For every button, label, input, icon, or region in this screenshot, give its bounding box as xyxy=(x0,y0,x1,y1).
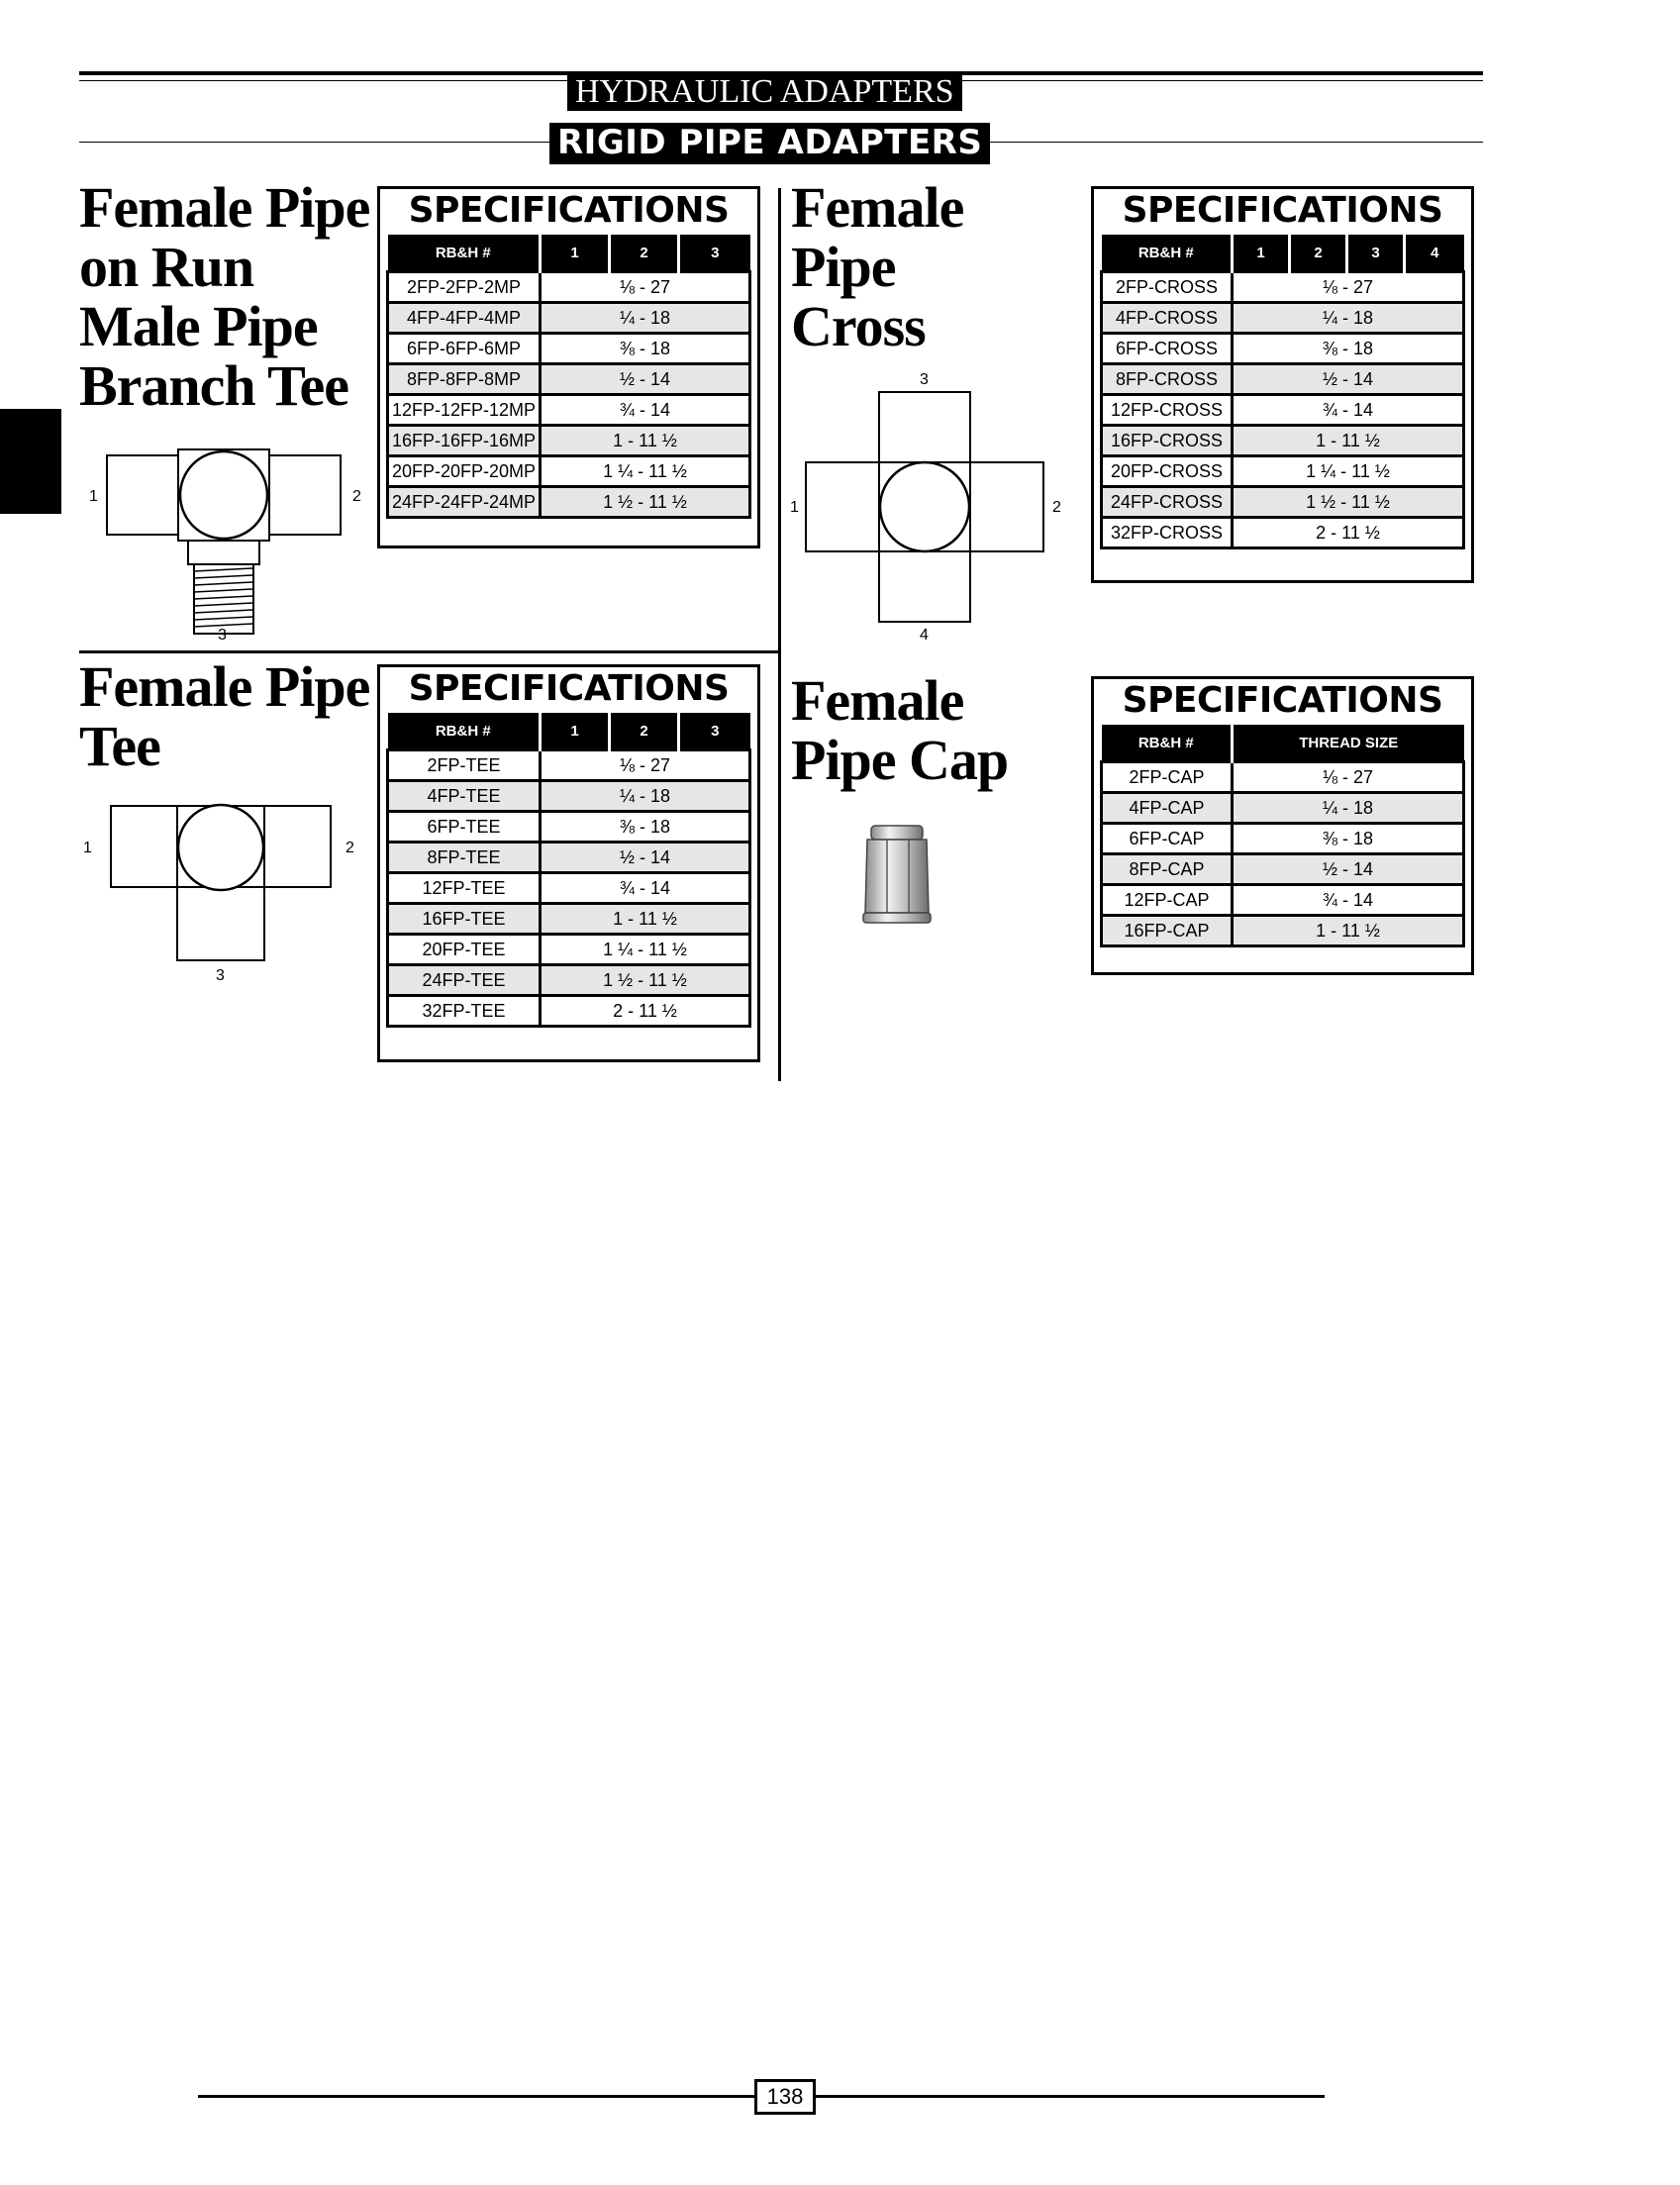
thread-size: ¾ - 14 xyxy=(1233,885,1464,916)
tee-title xyxy=(79,654,370,778)
table-row xyxy=(1102,854,1464,885)
table-row xyxy=(388,965,750,996)
tee-spec-box xyxy=(377,664,760,1062)
spec-heading: SPECIFICATIONS xyxy=(408,668,730,709)
branch-tee-spec-box xyxy=(377,186,760,548)
port-label-3: 3 xyxy=(218,627,227,644)
title-line: Pipe xyxy=(791,235,896,299)
table-row xyxy=(1102,487,1464,518)
part-number: 2FP-CAP xyxy=(1102,762,1233,793)
part-number: 4FP-TEE xyxy=(388,781,541,812)
part-number: 20FP-TEE xyxy=(388,935,541,965)
part-number: 2FP-2FP-2MP xyxy=(388,272,541,303)
branch-tee-diagram xyxy=(79,436,376,653)
table-row xyxy=(388,996,750,1027)
part-number: 12FP-TEE xyxy=(388,873,541,904)
title-line: Female xyxy=(791,668,964,733)
table-row xyxy=(1102,518,1464,548)
table-row xyxy=(388,812,750,843)
branch-tee-spec-table xyxy=(386,235,751,519)
spec-heading: SPECIFICATIONS xyxy=(1122,190,1443,231)
thread-size: ⅜ - 18 xyxy=(1233,824,1464,854)
table-header-row xyxy=(1102,725,1464,762)
part-number: 2FP-CROSS xyxy=(1102,272,1233,303)
col-header-1: 1 xyxy=(541,235,610,272)
part-number: 20FP-20FP-20MP xyxy=(388,456,541,487)
part-number: 6FP-TEE xyxy=(388,812,541,843)
thread-size: 2 - 11 ½ xyxy=(541,996,750,1027)
table-row xyxy=(388,426,750,456)
cross-spec-box xyxy=(1091,186,1474,583)
port-label-1: 1 xyxy=(89,488,98,505)
thread-size: ¾ - 14 xyxy=(541,873,750,904)
part-number: 4FP-4FP-4MP xyxy=(388,303,541,334)
part-number: 20FP-CROSS xyxy=(1102,456,1233,487)
cap-spec-table xyxy=(1100,725,1465,947)
thread-size: 1 ¼ - 11 ½ xyxy=(1233,456,1464,487)
thread-size: 1 ½ - 11 ½ xyxy=(541,487,750,518)
part-number: 16FP-CAP xyxy=(1102,916,1233,946)
table-row xyxy=(1102,334,1464,364)
title-line: Cross xyxy=(791,294,926,358)
title-line: Pipe Cap xyxy=(791,728,1009,792)
thread-size: ½ - 14 xyxy=(541,843,750,873)
col-header-2: 2 xyxy=(1290,235,1347,272)
title-line: Female Pipe xyxy=(79,654,370,719)
thread-size: 2 - 11 ½ xyxy=(1233,518,1464,548)
bore-circle xyxy=(178,805,263,890)
table-row xyxy=(388,303,750,334)
thread-size: ¾ - 14 xyxy=(1233,395,1464,426)
thread-size: ½ - 14 xyxy=(1233,854,1464,885)
cross-title xyxy=(791,175,964,358)
thread-size: ¼ - 18 xyxy=(541,303,750,334)
col-header-1: 1 xyxy=(1233,235,1290,272)
part-number: 16FP-CROSS xyxy=(1102,426,1233,456)
part-number: 12FP-CROSS xyxy=(1102,395,1233,426)
thread-size: 1 - 11 ½ xyxy=(1233,916,1464,946)
thread-size: ⅜ - 18 xyxy=(541,812,750,843)
title-line: Branch Tee xyxy=(79,353,348,418)
title-line: Male Pipe xyxy=(79,294,318,358)
column-divider xyxy=(778,188,781,1081)
thread-size: ⅛ - 27 xyxy=(1233,272,1464,303)
port-label-4: 4 xyxy=(920,627,929,642)
branch-tee-title xyxy=(79,175,370,418)
thread-size: ⅛ - 27 xyxy=(1233,762,1464,793)
col-header-4: 4 xyxy=(1405,235,1464,272)
tee-diagram xyxy=(79,792,376,990)
table-row xyxy=(388,843,750,873)
table-row xyxy=(388,456,750,487)
bore-circle xyxy=(180,451,267,539)
table-row xyxy=(388,750,750,781)
part-number: 16FP-16FP-16MP xyxy=(388,426,541,456)
thread-size: ½ - 14 xyxy=(541,364,750,395)
page-title: HYDRAULIC ADAPTERS xyxy=(567,74,962,111)
part-number: 12FP-CAP xyxy=(1102,885,1233,916)
port-label-3: 3 xyxy=(216,967,225,984)
part-number: 8FP-8FP-8MP xyxy=(388,364,541,395)
table-row xyxy=(388,395,750,426)
table-row xyxy=(1102,364,1464,395)
thread-size: ⅜ - 18 xyxy=(1233,334,1464,364)
port-label-2: 2 xyxy=(352,488,361,505)
col-header-2: 2 xyxy=(610,713,679,750)
title-line: Tee xyxy=(79,714,160,778)
spec-heading: SPECIFICATIONS xyxy=(1122,680,1443,721)
table-row xyxy=(388,873,750,904)
table-row xyxy=(1102,456,1464,487)
part-number: 8FP-CAP xyxy=(1102,854,1233,885)
col-header-thread-size: THREAD SIZE xyxy=(1233,725,1464,762)
port-label-1: 1 xyxy=(83,840,92,856)
thread-size: 1 ¼ - 11 ½ xyxy=(541,456,750,487)
part-number: 32FP-TEE xyxy=(388,996,541,1027)
col-header-3: 3 xyxy=(679,235,750,272)
table-row xyxy=(1102,303,1464,334)
cross-spec-table xyxy=(1100,235,1465,549)
part-number: 24FP-TEE xyxy=(388,965,541,996)
part-number: 4FP-CROSS xyxy=(1102,303,1233,334)
thread-size: ¼ - 18 xyxy=(1233,793,1464,824)
thread-size: 1 - 11 ½ xyxy=(541,426,750,456)
part-number: 24FP-CROSS xyxy=(1102,487,1233,518)
table-row xyxy=(388,364,750,395)
table-row xyxy=(388,935,750,965)
table-row xyxy=(1102,916,1464,946)
thread-size: ⅛ - 27 xyxy=(541,750,750,781)
section-tab-marker xyxy=(0,409,61,514)
part-number: 2FP-TEE xyxy=(388,750,541,781)
thread-size: 1 ½ - 11 ½ xyxy=(1233,487,1464,518)
part-number: 6FP-CROSS xyxy=(1102,334,1233,364)
part-number: 8FP-TEE xyxy=(388,843,541,873)
part-number: 6FP-6FP-6MP xyxy=(388,334,541,364)
hex-neck xyxy=(188,541,259,564)
port-label-1: 1 xyxy=(790,499,799,516)
table-row xyxy=(1102,793,1464,824)
spec-heading: SPECIFICATIONS xyxy=(408,190,730,231)
part-number: 6FP-CAP xyxy=(1102,824,1233,854)
table-row xyxy=(388,904,750,935)
col-header-rbh: RB&H # xyxy=(1102,235,1233,272)
thread-size: ⅜ - 18 xyxy=(541,334,750,364)
male-thread xyxy=(194,564,253,634)
table-header-row xyxy=(388,713,750,750)
col-header-rbh: RB&H # xyxy=(388,713,541,750)
thread-size: 1 - 11 ½ xyxy=(1233,426,1464,456)
part-number: 4FP-CAP xyxy=(1102,793,1233,824)
table-row xyxy=(1102,885,1464,916)
thread-size: 1 ½ - 11 ½ xyxy=(541,965,750,996)
table-row xyxy=(1102,824,1464,854)
col-header-2: 2 xyxy=(610,235,679,272)
page-subtitle: RIGID PIPE ADAPTERS xyxy=(549,123,990,164)
col-header-1: 1 xyxy=(541,713,610,750)
thread-size: 1 - 11 ½ xyxy=(541,904,750,935)
part-number: 24FP-24FP-24MP xyxy=(388,487,541,518)
table-header-row xyxy=(1102,235,1464,272)
table-row xyxy=(388,334,750,364)
thread-size: ½ - 14 xyxy=(1233,364,1464,395)
pipe-cap-illustration xyxy=(857,822,937,931)
title-line: Female xyxy=(791,175,964,240)
col-header-rbh: RB&H # xyxy=(1102,725,1233,762)
title-line: on Run xyxy=(79,235,254,299)
part-number: 16FP-TEE xyxy=(388,904,541,935)
thread-size: ¼ - 18 xyxy=(1233,303,1464,334)
bore-circle xyxy=(880,462,969,551)
part-number: 12FP-12FP-12MP xyxy=(388,395,541,426)
table-row xyxy=(1102,395,1464,426)
cross-diagram xyxy=(782,364,1079,642)
col-header-3: 3 xyxy=(1347,235,1405,272)
table-row xyxy=(1102,272,1464,303)
title-line: Female Pipe xyxy=(79,175,370,240)
thread-size: 1 ¼ - 11 ½ xyxy=(541,935,750,965)
part-number: 32FP-CROSS xyxy=(1102,518,1233,548)
table-row xyxy=(388,781,750,812)
cap-title xyxy=(791,668,1009,792)
table-row xyxy=(388,487,750,518)
table-row xyxy=(1102,426,1464,456)
thread-size: ⅛ - 27 xyxy=(541,272,750,303)
port-label-2: 2 xyxy=(346,840,354,856)
port-label-2: 2 xyxy=(1052,499,1061,516)
thread-size: ¼ - 18 xyxy=(541,781,750,812)
thread-size: ¾ - 14 xyxy=(541,395,750,426)
tee-spec-table xyxy=(386,713,751,1028)
page-number: 138 xyxy=(754,2079,816,2115)
table-header-row xyxy=(388,235,750,272)
table-row xyxy=(1102,762,1464,793)
port-label-3: 3 xyxy=(920,371,929,388)
col-header-3: 3 xyxy=(679,713,750,750)
cap-spec-box xyxy=(1091,676,1474,975)
col-header-rbh: RB&H # xyxy=(388,235,541,272)
table-row xyxy=(388,272,750,303)
part-number: 8FP-CROSS xyxy=(1102,364,1233,395)
